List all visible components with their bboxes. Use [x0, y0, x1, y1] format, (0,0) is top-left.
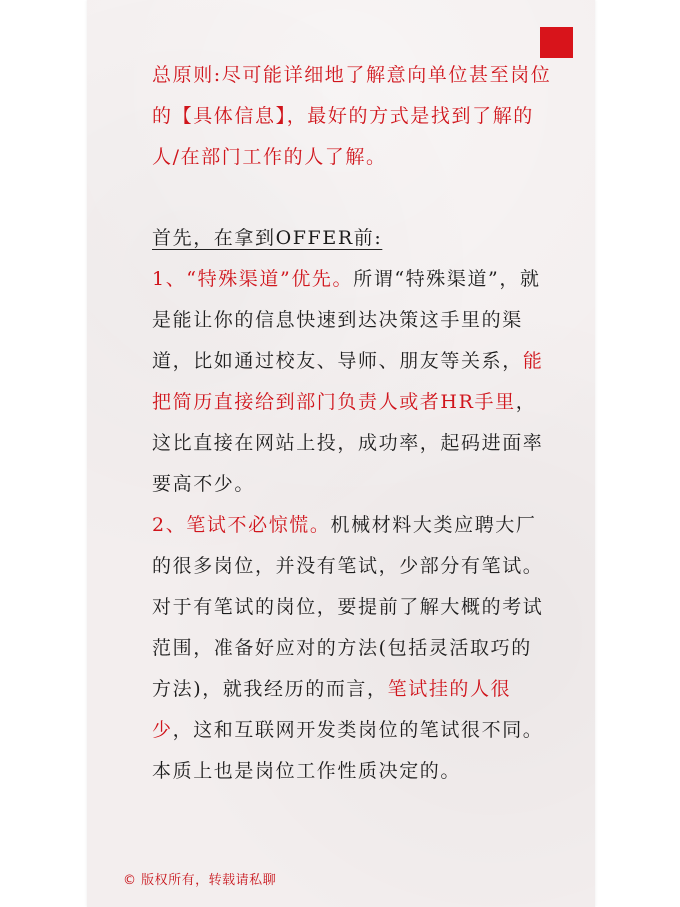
section-heading: 首先，在拿到OFFER前: — [152, 227, 383, 249]
point-1-highlight: 能把简历直接给到部门负责人或者HR手里 — [152, 350, 544, 413]
point-2-paragraph — [152, 505, 552, 792]
principle-paragraph — [152, 55, 552, 178]
point-2-body-b: ，这和互联网开发类岗位的笔试很不同。本质上也是岗位工作性质决定的。 — [152, 719, 544, 782]
paper-page — [87, 0, 595, 907]
copyright-footer: © 版权所有，转载请私聊 — [123, 873, 277, 888]
red-corner-mark — [540, 27, 573, 58]
point-2-body-a: 机械材料大类应聘大厂的很多岗位，并没有笔试，少部分有笔试。对于有笔试的岗位，要提前了解大概的考试范围，准备好应对的方法(包括灵活取巧的方法)，就我经历的而言， — [152, 514, 544, 700]
article-body — [152, 55, 552, 792]
point-2-title: 2、笔试不必惊慌。 — [152, 514, 331, 536]
point-2-highlight: 笔试挂的人很少 — [152, 678, 512, 741]
point-1-title: 1、“特殊渠道”优先。 — [152, 268, 354, 290]
point-1-body-a: 所谓“特殊渠道”，就是能让你的信息快速到达决策这手里的渠道，比如通过校友、导师、朋友等关系， — [152, 268, 541, 372]
principle-text: 总原则:尽可能详细地了解意向单位甚至岗位的【具体信息】，最好的方式是找到了解的人/在部门工作的人了解。 — [152, 64, 552, 168]
section-spacer — [152, 178, 552, 218]
point-1-paragraph — [152, 259, 552, 505]
point-1-body-b: ，这比直接在网站上投，成功率，起码进面率要高不少。 — [152, 391, 544, 495]
section-heading-line — [152, 218, 552, 259]
